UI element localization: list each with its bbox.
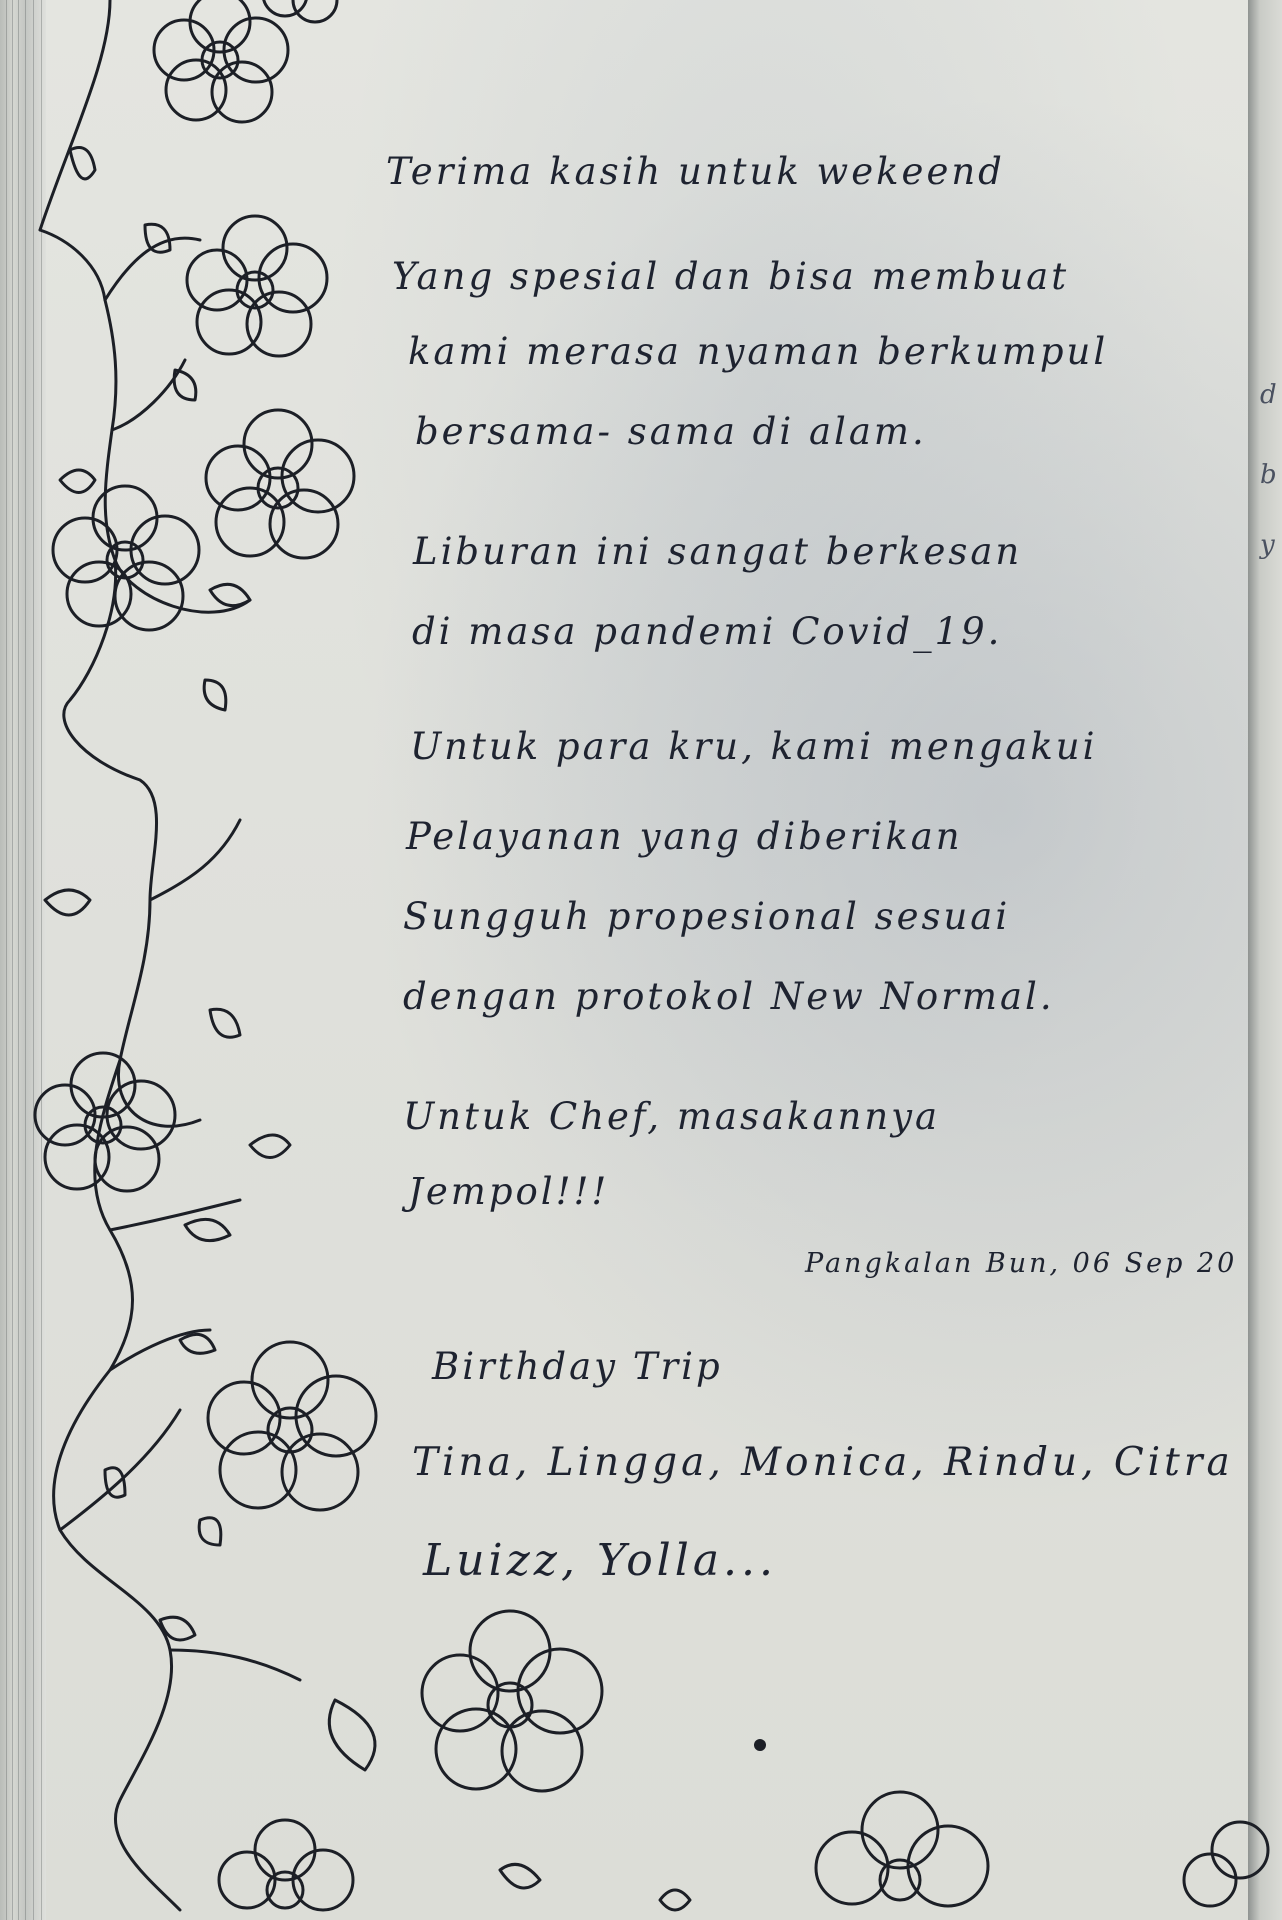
names-line-2: Luizz, Yolla... (423, 1535, 778, 1586)
note-line-11: Untuk Chef, masakannya (403, 1095, 941, 1138)
note-line-3: kami merasa nyaman berkumpul (408, 330, 1109, 373)
note-line-9: Sungguh propesional sesuai (403, 895, 1011, 938)
note-line-2: Yang spesial dan bisa membuat (392, 255, 1070, 298)
note-line-7: Untuk para kru, kami mengakui (410, 725, 1098, 768)
note-line-6: di masa pandemi Covid_19. (412, 610, 1003, 653)
note-line-4: bersama- sama di alam. (415, 410, 927, 453)
names-line-1: Tina, Lingga, Monica, Rindu, Citra (412, 1440, 1234, 1485)
place-date: Pangkalan Bun, 06 Sep 20 (805, 1248, 1238, 1279)
note-line-1: Terima kasih untuk wekeend (386, 150, 1005, 193)
trip-title: Birthday Trip (432, 1345, 723, 1388)
note-line-8: Pelayanan yang diberikan (406, 815, 963, 858)
note-line-12: Jempol!!! (408, 1170, 610, 1213)
note-line-5: Liburan ini sangat berkesan (413, 530, 1023, 573)
note-line-10: dengan protokol New Normal. (403, 975, 1055, 1018)
adjacent-page-edge: d b y (1248, 0, 1282, 1920)
